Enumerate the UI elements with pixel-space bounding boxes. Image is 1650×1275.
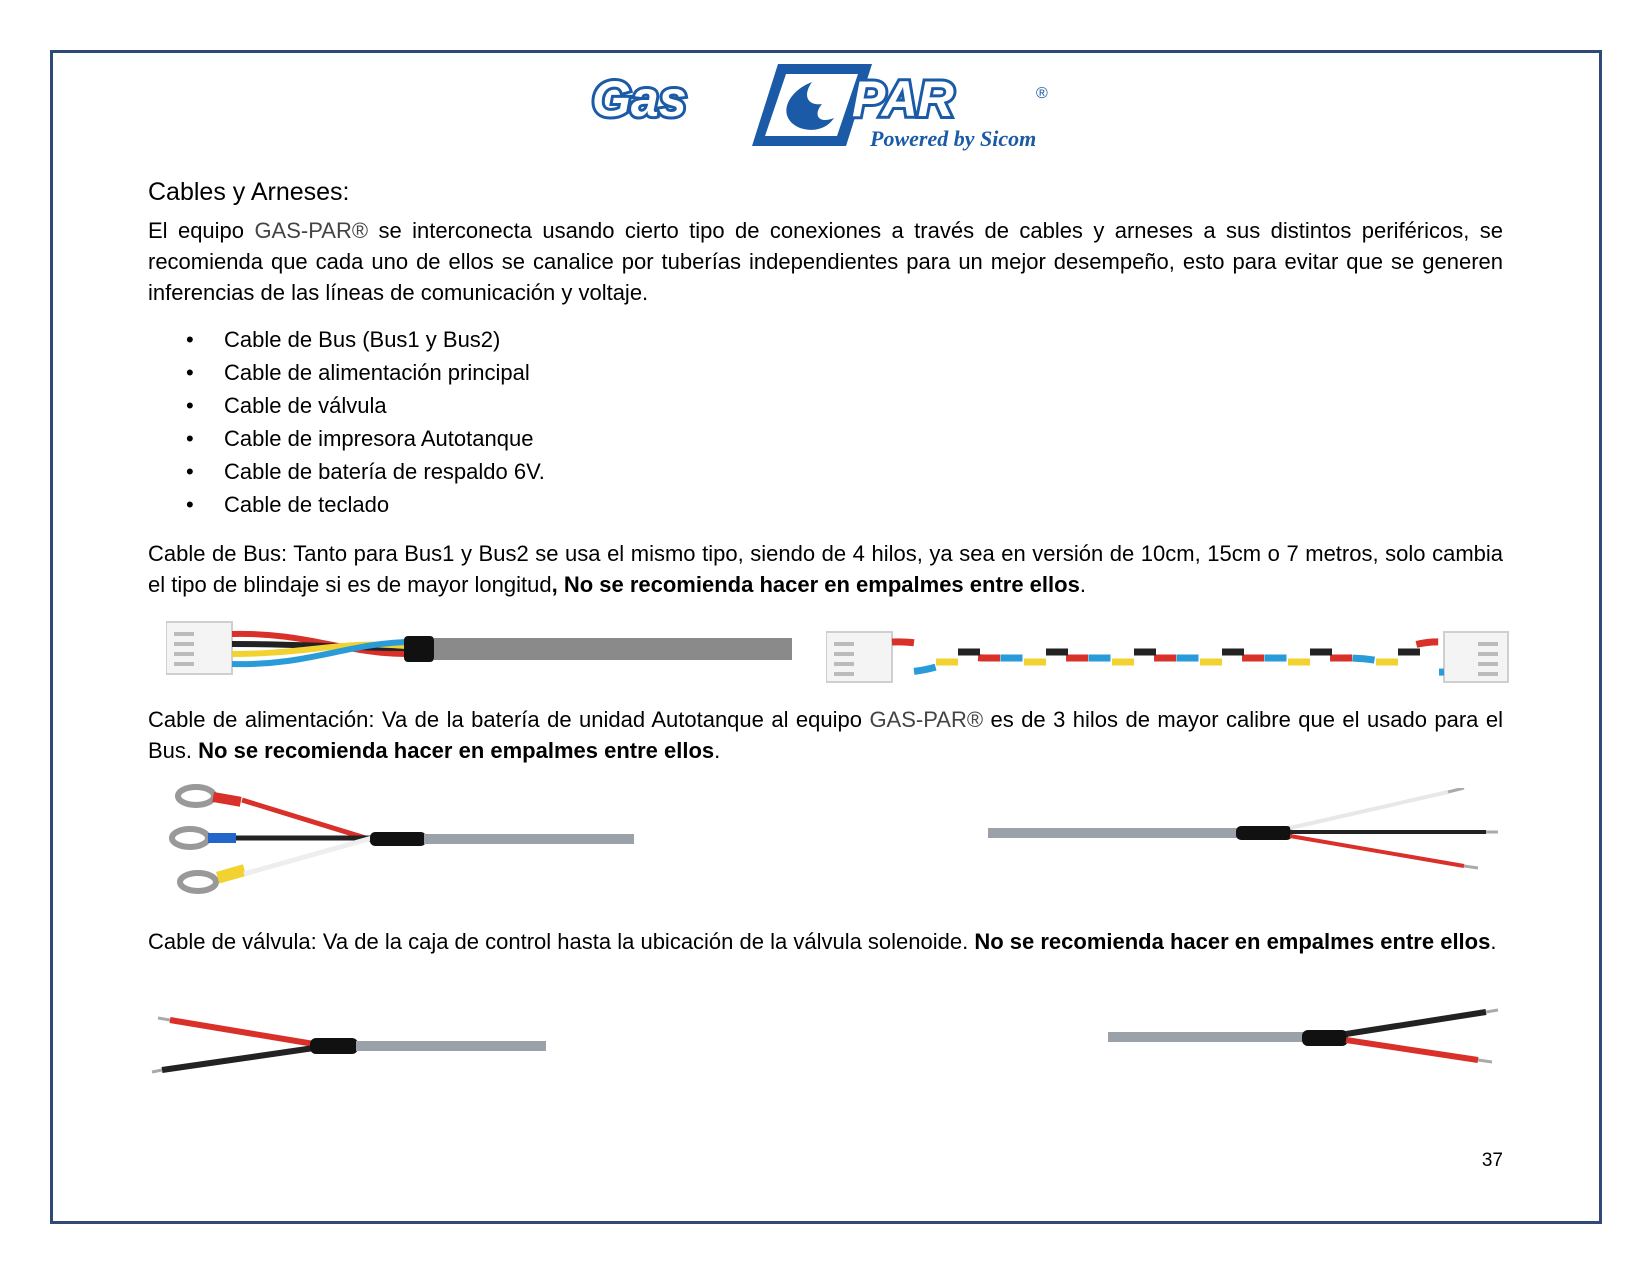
intro-brand: GAS-PAR® [254,218,369,243]
bus-text: Cable de Bus: Tanto para Bus1 y Bus2 se usa el mismo tipo, siendo de 4 hilos, ya sea en versión de 10cm, 15cm o 7 metros, solo cambia el tipo de blindaje si es de mayor longitud [148,541,1503,597]
list-item-label: Cable de Bus (Bus1 y Bus2) [224,327,501,352]
valve-warning: No se recomienda hacer en empalmes entre ellos [974,929,1491,954]
power-text-mid: es de 3 hilos de mayor calibre que el usado para el Bus. [148,707,1503,763]
logo-tagline: Powered by Sicom [870,126,1037,151]
valve-cable-right-image [1106,1004,1506,1079]
list-item: • Cable de batería de respaldo 6V. [186,459,545,484]
cable-list [178,323,545,521]
power-text-start: Cable de alimentación: Va de la batería de unidad Autotanque al equipo [148,707,870,732]
valve-cable-left-image [150,1012,550,1083]
list-item: • Cable de alimentación principal [186,360,530,385]
bus-end: . [1079,572,1086,597]
power-cable-terminals-image [156,782,636,907]
list-item: • Cable de teclado [186,492,390,517]
intro-text-start: El equipo [148,218,255,243]
power-paragraph [148,704,1503,766]
page-number: 37 [1481,1150,1503,1171]
bus-warning: , No se recomienda hacer en empalmes entre ellos [551,572,1080,597]
bus-paragraph [148,538,1503,600]
valve-text: Cable de válvula: Va de la caja de control hasta la ubicación de la válvula solenoide. [148,929,975,954]
list-item-label: Cable de válvula [224,393,387,418]
list-item: • Cable de impresora Autotanque [186,426,534,451]
power-brand: GAS-PAR® [869,707,984,732]
list-item-label: Cable de teclado [224,492,390,517]
logo-right-text: PAR [852,71,954,127]
list-item-label: Cable de impresora Autotanque [224,426,534,451]
power-warning: No se recomienda hacer en empalmes entre ellos [198,738,715,763]
intro-paragraph [148,215,1503,308]
section-heading: Cables y Arneses: [148,178,350,206]
bus-cable-twisted-image [826,628,1510,693]
list-item-label: Cable de batería de respaldo 6V. [224,459,545,484]
valve-paragraph [148,926,1503,957]
bus-cable-short-image [166,618,796,685]
power-cable-bare-image [986,788,1506,883]
valve-end: . [1490,929,1497,954]
logo-left-text: Gas [592,71,687,127]
list-item: • Cable de válvula [186,393,387,418]
gaspar-logo [590,58,1070,154]
registered-mark: ® [1036,85,1048,102]
power-end: . [714,738,721,763]
list-item: • Cable de Bus (Bus1 y Bus2) [186,327,501,352]
list-item-label: Cable de alimentación principal [224,360,530,385]
intro-text-end: se interconecta usando cierto tipo de conexiones a través de cables y arneses a sus distintos periféricos, se recomienda que cada uno de ellos se canalice por tuberías independientes para un mejor desempeño, esto para evitar que se generen inferencias de las líneas de comunicación y voltaje. [148,218,1503,305]
